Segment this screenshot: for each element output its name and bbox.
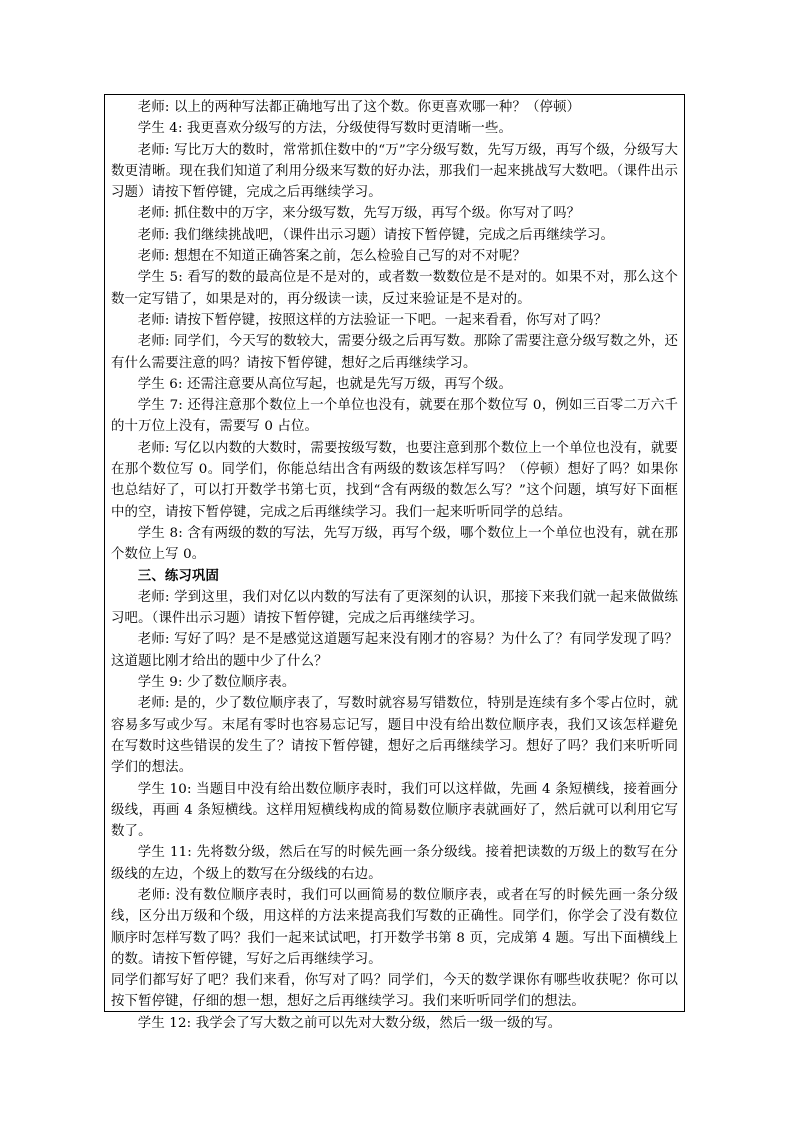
paragraph-6 — [111, 246, 678, 267]
paragraph-8 — [111, 310, 678, 331]
paragraph-21 — [111, 885, 678, 970]
paragraph-text: 请按下暂停键，按照这样的方法验证一下吧。一起来看看，你写对了吗？ — [169, 312, 608, 328]
paragraph-5 — [111, 225, 678, 246]
paragraph-10 — [111, 374, 678, 395]
speaker-label: 老师: — [137, 696, 170, 712]
speaker-label: 学生 9: — [137, 675, 183, 691]
paragraph-text: 没有数位顺序表时，我们可以画简易的数位顺序表，或者在写的时候先画一条分级线，区分出万级和个级，用这样的方法来提高我们写数的正确性。同学们，你学会了没有数位顺序时怎样写数了吗？我们一起来试试吧，打开数学书第 8 页，完成第 4 题。写出下面横线上的数。请按下暂停键，写好之后再继续学习。 — [111, 887, 678, 967]
paragraph-12 — [111, 438, 678, 523]
speaker-label: 老师: — [137, 206, 170, 222]
paragraph-text: 我学会了写大数之前可以先对大数分级，然后一级一级的写。 — [191, 1015, 562, 1031]
paragraph-18 — [111, 693, 678, 778]
paragraph-13 — [111, 523, 678, 566]
paragraph-text: 当题目中没有给出数位顺序表时，我们可以这样做，先画 4 条短横线，接着画分级线，再画 4 条短横线。这样用短横线构成的简易数位顺序表就画好了，然后就可以利用它写数了。 — [111, 781, 678, 840]
paragraph-16 — [111, 629, 678, 672]
section-heading — [111, 566, 678, 587]
paragraph-text: 先将数分级，然后在写的时候先画一条分级线。接着把读数的万级上的数写在分级线的左边，个级上的数写在分级线的右边。 — [111, 845, 678, 882]
speaker-label: 学生 4: — [137, 121, 183, 137]
paragraph-text: 写亿以内数的大数时，需要按级写数，也要注意到那个数位上一个单位也没有，就要在那个数位写 0。同学们，你能总结出含有两级的数该怎样写吗？（停顿）想好了吗？如果你也总结好了，可以打开数学书第七页，找到“含有两级的数怎么写？”这个问题，填写好下面框中的空，请按下暂停键，完成之后再继续学习。我们一起来听听同学的总结。 — [111, 440, 678, 520]
speaker-label: 老师: — [137, 887, 171, 903]
speaker-label: 老师: — [137, 100, 170, 115]
paragraph-9 — [111, 331, 678, 374]
paragraph-text: 学到这里，我们对亿以内数的写法有了更深刻的认识，那接下来我们就一起来做做练习吧。（课件出示习题）请按下暂停键，完成之后再继续学习。 — [111, 589, 678, 627]
paragraph-11 — [111, 395, 678, 438]
paragraph-text: 还得注意那个数位上一个单位也没有，就要在那个数位写 0，例如三百零二万六千的十万位上没有，需要写 0 占位。 — [111, 398, 678, 435]
speaker-label: 学生 6: — [137, 376, 183, 392]
speaker-label: 老师: — [137, 249, 170, 265]
paragraph-20 — [111, 842, 678, 885]
paragraph-text: 看写的数的最高位是不是对的，或者数一数数位是不是对的。如果不对，那么这个数一定写错了，如果是对的，再分级读一读，反过来验证是不是对的。 — [111, 270, 678, 307]
paragraph-4 — [111, 203, 678, 224]
speaker-label: 老师: — [137, 334, 170, 350]
paragraph-15 — [111, 587, 678, 630]
paragraph-23 — [111, 1013, 678, 1034]
paragraph-text: 含有两级的数的写法，先写万级，再写个级，哪个数位上一个单位也没有，就在那个数位上写 0。 — [111, 525, 678, 563]
paragraph-22 — [111, 970, 678, 1013]
paragraph-text: 以上的两种写法都正确地写出了这个数。你更喜欢哪一种？（停顿） — [169, 100, 581, 115]
paragraph-text: 我更喜欢分级写的方法，分级使得写数时更清晰一些。 — [182, 121, 513, 137]
speaker-label: 学生 7: — [137, 398, 183, 414]
paragraph-19 — [111, 779, 678, 843]
speaker-label: 老师: — [137, 440, 170, 456]
paragraph-text: 少了数位顺序表。 — [182, 675, 296, 691]
section-heading-text: 三、练习巩固 — [137, 567, 220, 584]
paragraph-7 — [111, 267, 678, 310]
paragraph-text: 抓住数中的万字，来分级写数，先写万级，再写个级。你写对了吗？ — [169, 206, 581, 222]
paragraph-text: 想想在不知道正确答案之前，怎么检验自己写的对不对呢？ — [169, 249, 527, 265]
speaker-label: 学生 12: — [137, 1015, 192, 1031]
paragraph-17 — [111, 672, 678, 693]
paragraph-text: 写好了吗？是不是感觉这道题写起来没有刚才的容易？为什么了？有同学发现了吗？这道题比刚才给出的题中少了什么？ — [111, 632, 678, 669]
paragraph-3 — [111, 140, 678, 204]
lesson-transcript-box — [104, 94, 685, 1031]
paragraph-text: 我们继续挑战吧，（课件出示习题）请按下暂停键，完成之后再继续学习。 — [169, 227, 615, 243]
paragraph-text: 还需注意要从高位写起，也就是先写万级，再写个级。 — [182, 376, 513, 392]
paragraph-text: 是的，少了数位顺序表了，写数时就容易写错数位，特别是连续有多个零占位时，就容易多写或少写。末尾有零时也容易忘记写，题目中没有给出数位顺序表，我们又该怎样避免在写数时这些错误的发生了？请按下暂停键，想好之后再继续学习。想好了吗？我们来听听同学们的想法。 — [111, 696, 678, 776]
speaker-label: 老师: — [137, 142, 170, 158]
speaker-label: 老师: — [137, 589, 170, 605]
paragraph-text: 写比万大的数时，常常抓住数中的“万”字分级写数，先写万级，再写个级，分级写大数更清晰。现在我们知道了利用分级来写数的好办法，那我们一起来挑战写大数吧。（课件出示习题）请按下暂停键，完成之后再继续学习。 — [111, 142, 678, 201]
paragraph-1 — [111, 97, 678, 118]
speaker-label: 老师: — [137, 312, 170, 328]
paragraph-2 — [111, 118, 678, 139]
speaker-label: 学生 8: — [137, 525, 183, 541]
speaker-label: 老师: — [137, 632, 170, 648]
paragraph-text: 同学们都写好了吧？我们来看，你写对了吗？同学们，今天的数学课你有哪些收获呢？你可以按下暂停键，仔细的想一想，想好之后再继续学习。我们来听听同学们的想法。 — [111, 973, 678, 1010]
paragraph-text: 同学们，今天写的数较大，需要分级之后再写数。那除了需要注意分级写数之外，还有什么需要注意的吗？请按下暂停键，想好之后再继续学习。 — [111, 334, 678, 371]
speaker-label: 老师: — [137, 227, 170, 243]
speaker-label: 学生 5: — [137, 270, 183, 286]
speaker-label: 学生 10: — [137, 781, 192, 797]
speaker-label: 学生 11: — [137, 845, 192, 861]
